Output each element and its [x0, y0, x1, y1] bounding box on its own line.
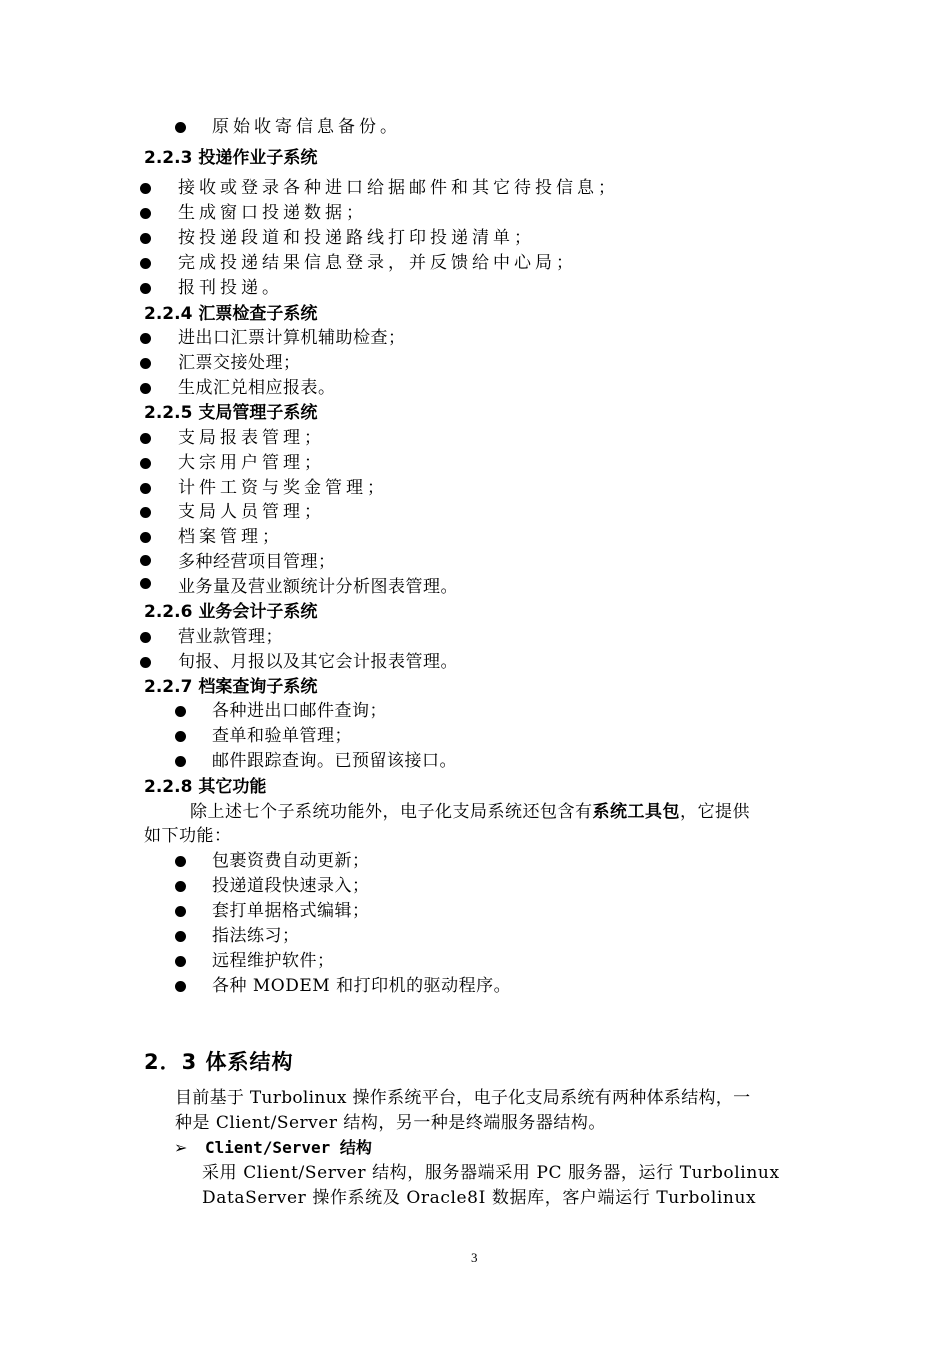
arch-paragraph-line2: 种是 Client/Server 结构，另一种是终端服务器结构。 [175, 1113, 606, 1133]
list-item: 指法练习； [212, 926, 300, 946]
bullet-icon [140, 632, 151, 643]
intro-paragraph-line1 [190, 801, 750, 823]
section-heading-2-2-4: 2.2.4 汇票检查子系统 [144, 304, 318, 324]
section-heading-2-2-8: 2.2.8 其它功能 [144, 777, 267, 797]
list-item: 原始收寄信息备份。 [212, 117, 401, 137]
intro-text: 除上述七个子系统功能外，电子化支局系统还包含有 [190, 802, 593, 822]
list-item: 营业款管理； [178, 627, 283, 647]
list-item: 多种经营项目管理； [178, 552, 336, 572]
list-item: 完成投递结果信息登录，并反馈给中心局； [178, 253, 577, 273]
list-item: 大宗用户管理； [178, 453, 325, 473]
bullet-icon [140, 578, 151, 589]
list-item: 包裹资费自动更新； [212, 851, 370, 871]
bullet-icon [140, 458, 151, 469]
list-item: 生成窗口投递数据； [178, 203, 367, 223]
section-heading-2-2-5: 2.2.5 支局管理子系统 [144, 403, 318, 423]
bullet-icon [175, 981, 186, 992]
list-item: 支局人员管理； [178, 502, 325, 522]
bullet-icon [140, 483, 151, 494]
bullet-icon [140, 433, 151, 444]
list-item: 套打单据格式编辑； [212, 901, 370, 921]
list-item: 各种进出口邮件查询； [212, 701, 387, 721]
list-item: 支局报表管理； [178, 428, 325, 448]
list-item: 进出口汇票计算机辅助检查； [178, 328, 406, 348]
bullet-icon [140, 657, 151, 668]
intro-bold-text: 系统工具包 [592, 802, 680, 822]
list-item: 邮件跟踪查询。已预留该接口。 [212, 751, 457, 771]
bullet-icon [140, 383, 151, 394]
client-server-line1: 采用 Client/Server 结构，服务器端采用 PC 服务器，运行 Turbolinux [202, 1163, 780, 1183]
list-item: 档案管理； [178, 527, 283, 547]
bullet-icon [175, 881, 186, 892]
bullet-icon [175, 856, 186, 867]
section-heading-2-2-6: 2.2.6 业务会计子系统 [144, 602, 318, 622]
bullet-icon [140, 233, 151, 244]
bullet-icon [175, 931, 186, 942]
bullet-icon [140, 532, 151, 543]
bullet-icon [140, 507, 151, 518]
page-number: 3 [471, 1250, 478, 1265]
section-heading-2-2-7: 2.2.7 档案查询子系统 [144, 677, 318, 697]
list-item: 按投递段道和投递路线打印投递清单； [178, 228, 535, 248]
list-item: 各种 MODEM 和打印机的驱动程序。 [212, 976, 512, 996]
bullet-icon [140, 555, 151, 566]
section-heading-2-2-3: 2.2.3 投递作业子系统 [144, 148, 318, 168]
section-heading-2-3: 2．3 体系结构 [144, 1050, 294, 1074]
subsection-heading-client-server: Client/Server 结构 [205, 1138, 372, 1157]
bullet-icon [140, 258, 151, 269]
arch-paragraph-line1: 目前基于 Turbolinux 操作系统平台，电子化支局系统有两种体系结构，一 [175, 1088, 751, 1108]
list-item: 投递道段快速录入； [212, 876, 370, 896]
bullet-icon [140, 358, 151, 369]
client-server-line2: DataServer 操作系统及 Oracle8I 数据库，客户端运行 Turbolinux [202, 1188, 757, 1208]
bullet-icon [175, 906, 186, 917]
list-item: 报刊投递。 [178, 278, 283, 298]
bullet-icon [140, 208, 151, 219]
bullet-icon [140, 333, 151, 344]
list-item: 接收或登录各种进口给据邮件和其它待投信息； [178, 178, 619, 198]
list-item: 业务量及营业额统计分析图表管理。 [178, 577, 458, 597]
bullet-icon [140, 283, 151, 294]
bullet-icon [175, 756, 186, 767]
intro-text-end: ，它提供 [680, 802, 750, 822]
list-item: 远程维护软件； [212, 951, 335, 971]
bullet-icon [175, 731, 186, 742]
bullet-icon [175, 956, 186, 967]
list-item: 生成汇兑相应报表。 [178, 378, 336, 398]
list-item: 旬报、月报以及其它会计报表管理。 [178, 652, 458, 672]
bullet-icon [175, 122, 186, 133]
list-item: 计件工资与奖金管理； [178, 478, 388, 498]
bullet-icon [140, 183, 151, 194]
arrow-bullet-icon: ➢ [174, 1138, 188, 1157]
list-item: 查单和验单管理； [212, 726, 352, 746]
list-item: 汇票交接处理； [178, 353, 301, 373]
bullet-icon [175, 706, 186, 717]
intro-paragraph-line2: 如下功能： [144, 826, 232, 846]
